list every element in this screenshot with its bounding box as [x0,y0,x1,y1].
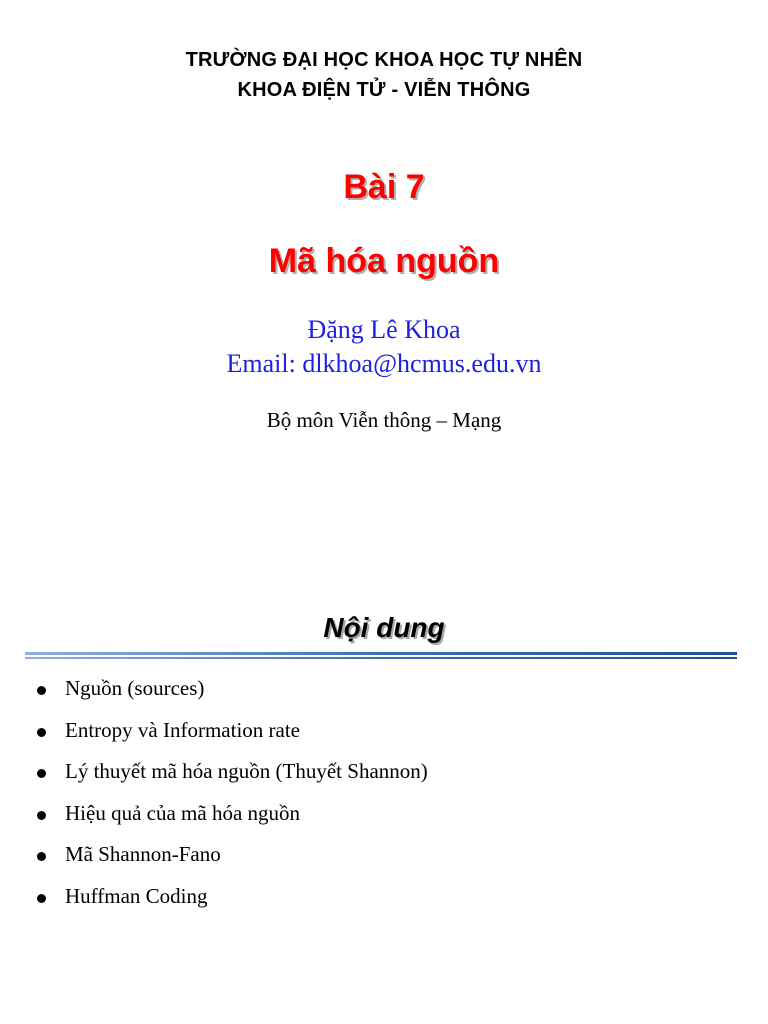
title-divider-bottom [25,657,737,659]
title-divider [25,652,737,660]
contents-slide [0,512,768,1024]
bullet-icon [37,811,46,820]
faculty-name: KHOA ĐIỆN TỬ - VIỄN THÔNG [237,79,531,101]
author-email[interactable]: Email: dlkhoa@hcmus.edu.vn [226,349,542,378]
lesson-title: Mã hóa nguồn [268,242,500,280]
agenda-item-text: Nguồn (sources) [65,676,205,700]
contents-title: Nội dung [323,612,445,643]
department-name: Bộ môn Viễn thông – Mạng [266,408,502,432]
university-name: TRƯỜNG ĐẠI HỌC KHOA HỌC TỰ NHÊN [185,49,583,71]
author-name: Đặng Lê Khoa [307,315,461,344]
bullet-icon [37,686,46,695]
agenda-item-text: Hiệu quả của mã hóa nguồn [65,800,301,825]
agenda-item-text: Entropy và Information rate [65,717,300,742]
bullet-icon [37,894,46,903]
agenda-item-text: Huffman Coding [65,883,208,908]
bullet-icon [37,769,46,778]
title-divider-top [25,652,737,655]
bullet-icon [37,852,46,861]
agenda-item-text: Mã Shannon-Fano [65,842,221,867]
lesson-number: Bài 7 [343,168,425,206]
agenda-item-text: Lý thuyết mã hóa nguồn (Thuyết Shannon) [65,759,428,784]
bullet-icon [37,728,46,737]
